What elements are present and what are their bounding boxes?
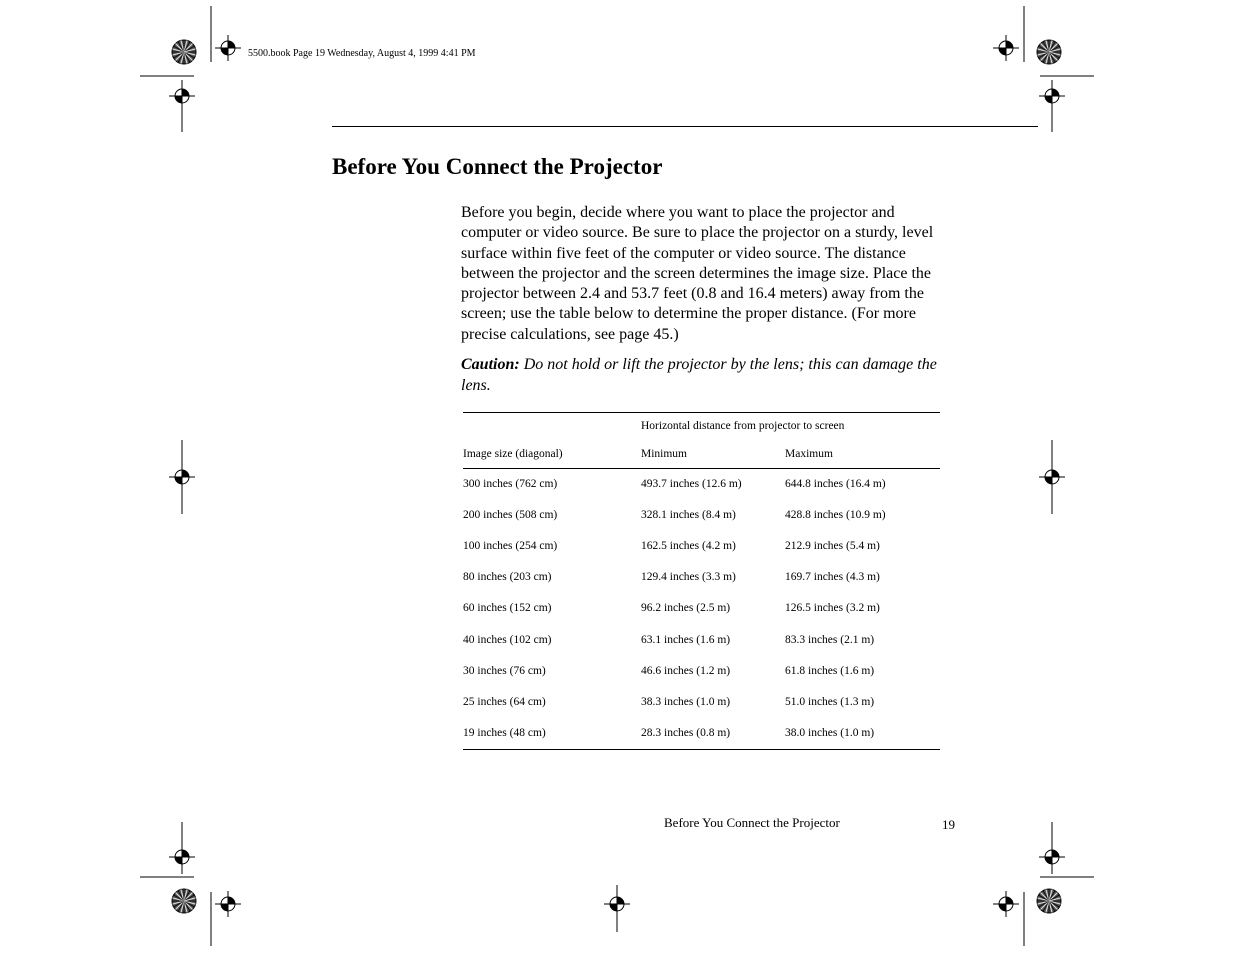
cell-minimum: 38.3 inches (1.0 m) [641, 696, 731, 708]
cell-maximum: 61.8 inches (1.6 m) [785, 665, 875, 677]
registration-crosshair-icon [993, 35, 1019, 61]
column-header-image-size: Image size (diagonal) [463, 448, 563, 460]
cell-image-size: 40 inches (102 cm) [463, 634, 552, 646]
cell-maximum: 169.7 inches (4.3 m) [785, 571, 880, 583]
cell-minimum: 63.1 inches (1.6 m) [641, 634, 731, 646]
top-rule [332, 126, 1038, 127]
cell-maximum: 126.5 inches (3.2 m) [785, 602, 880, 614]
cell-minimum: 46.6 inches (1.2 m) [641, 665, 731, 677]
header-slug: 5500.book Page 19 Wednesday, August 4, 1999 4:41 PM [248, 48, 476, 59]
registration-crosshair-icon [1039, 464, 1065, 490]
registration-crosshair-icon [215, 891, 241, 917]
intro-paragraph: Before you begin, decide where you want to place the projector and computer or video source. Be sure to place the projector on a sturdy, level surface within five feet of the computer or video source. The distance between the projector and the screen determines the image size. Place the projector between 2.4 and 53.7 feet (0.8 and 16.4 meters) away from the screen; use the table below to determine the proper distance. (For more precise calculations, see page 45.) [461, 204, 934, 343]
table-bottom-rule [463, 749, 940, 750]
table-header-rule [463, 468, 940, 469]
cell-maximum: 644.8 inches (16.4 m) [785, 478, 886, 490]
cell-image-size: 60 inches (152 cm) [463, 602, 552, 614]
registration-crosshair-icon [604, 891, 630, 917]
footer-running-title: Before You Connect the Projector [664, 815, 840, 830]
cell-image-size: 300 inches (762 cm) [463, 478, 558, 490]
cell-minimum: 162.5 inches (4.2 m) [641, 540, 736, 552]
color-starburst-icon [1037, 889, 1061, 913]
registration-crosshair-icon [169, 464, 195, 490]
cell-minimum: 129.4 inches (3.3 m) [641, 571, 736, 583]
cell-minimum: 96.2 inches (2.5 m) [641, 602, 731, 614]
page-number: 19 [942, 817, 955, 832]
registration-crosshair-icon [169, 83, 195, 109]
registration-crosshair-icon [169, 844, 195, 870]
cell-maximum: 212.9 inches (5.4 m) [785, 540, 880, 552]
cell-maximum: 51.0 inches (1.3 m) [785, 696, 875, 708]
column-header-minimum: Minimum [641, 448, 688, 460]
color-starburst-icon [172, 889, 196, 913]
cell-image-size: 200 inches (508 cm) [463, 509, 558, 521]
registration-crosshair-icon [215, 35, 241, 61]
color-starburst-icon [1037, 40, 1061, 64]
caution-text: Do not hold or lift the projector by the lens; this can damage the lens. [461, 356, 937, 394]
section-title: Before You Connect the Projector [332, 154, 663, 179]
cell-minimum: 28.3 inches (0.8 m) [641, 727, 731, 739]
cell-minimum: 328.1 inches (8.4 m) [641, 509, 736, 521]
cell-image-size: 25 inches (64 cm) [463, 696, 546, 708]
caution-note [461, 354, 941, 396]
cell-minimum: 493.7 inches (12.6 m) [641, 478, 742, 490]
cell-maximum: 428.8 inches (10.9 m) [785, 509, 886, 521]
cell-image-size: 100 inches (254 cm) [463, 540, 558, 552]
registration-crosshair-icon [1039, 844, 1065, 870]
cell-image-size: 80 inches (203 cm) [463, 571, 552, 583]
cell-image-size: 19 inches (48 cm) [463, 727, 546, 739]
registration-crosshair-icon [993, 891, 1019, 917]
registration-crosshair-icon [1039, 83, 1065, 109]
cell-image-size: 30 inches (76 cm) [463, 665, 546, 677]
table-top-rule [463, 412, 940, 413]
cell-maximum: 83.3 inches (2.1 m) [785, 634, 875, 646]
color-starburst-icon [172, 40, 196, 64]
caution-label: Caution: [461, 356, 520, 373]
column-header-maximum: Maximum [785, 448, 833, 460]
cell-maximum: 38.0 inches (1.0 m) [785, 727, 875, 739]
table-group-header: Horizontal distance from projector to screen [641, 420, 845, 432]
